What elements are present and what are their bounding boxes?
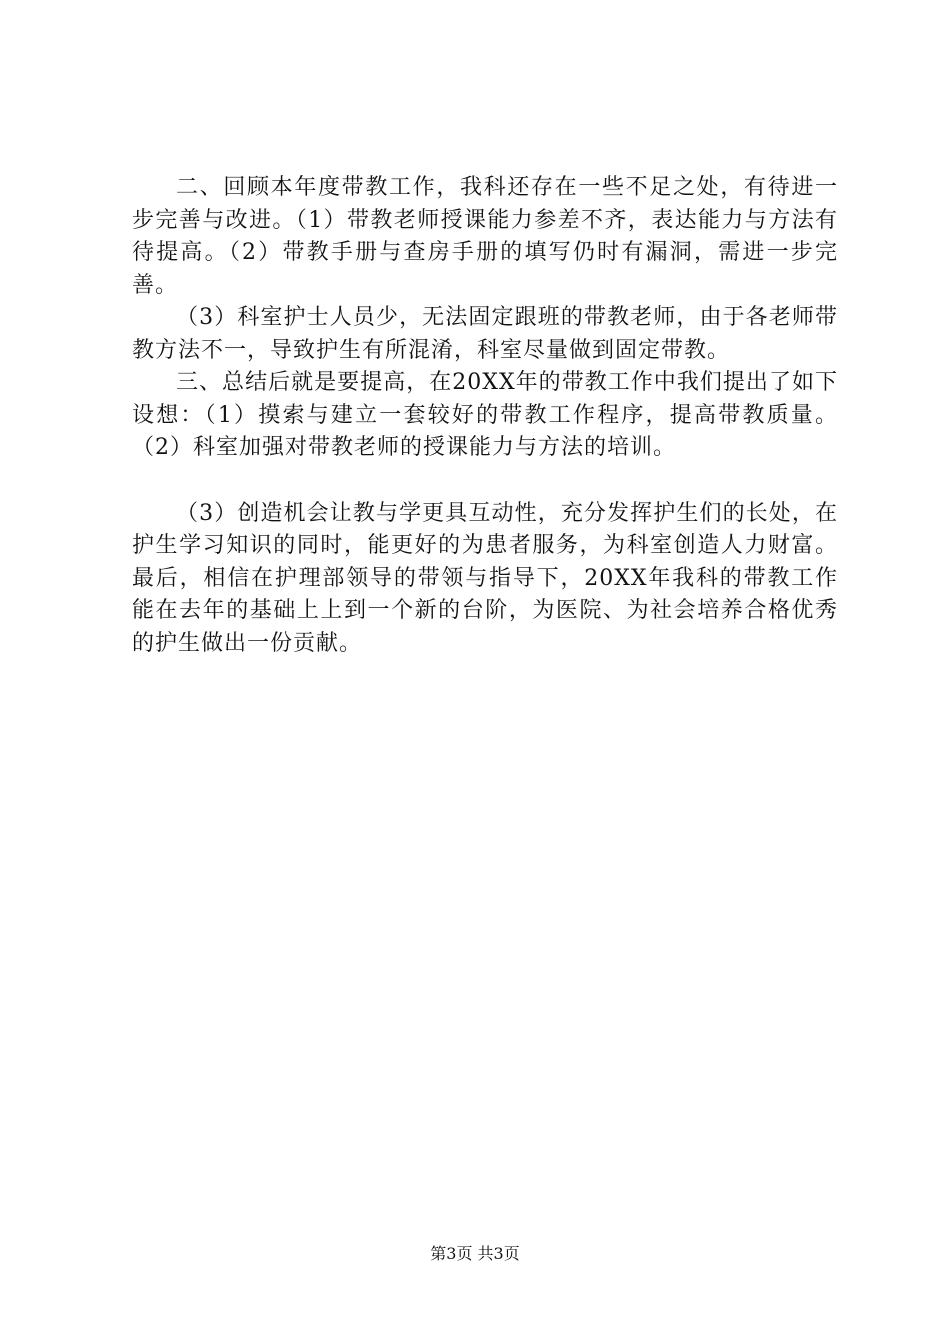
paragraph-interaction-conclusion: （3）创造机会让教与学更具互动性，充分发挥护生们的长处，在护生学习知识的同时，能更好的为患者服务，为科室创造人力财富。最后，相信在护理部领导的带领与指导下，20XX年我科的带教工作能在去年的基础上上到一个新的台阶，为医院、为社会培养合格优秀的护生做出一份贡献。 — [132, 500, 838, 656]
paragraph-review-shortcomings: 二、回顾本年度带教工作，我科还存在一些不足之处，有待进一步完善与改进。（1）带教老师授课能力参差不齐，表达能力与方法有待提高。（2）带教手册与查房手册的填写仍时有漏洞，需进一步完善。 — [132, 175, 838, 298]
paragraph-improvement-plan: 三、总结后就是要提高，在20XX年的带教工作中我们提出了如下设想：（1）摸索与建立一套较好的带教工作程序，提高带教质量。（2）科室加强对带教老师的授课能力与方法的培训。 — [132, 370, 838, 460]
page-number-footer: 第3页 共3页 — [430, 1244, 520, 1263]
document-body — [132, 172, 838, 660]
paragraph-staff-shortage: （3）科室护士人员少，无法固定跟班的带教老师，由于各老师带教方法不一，导致护生有所混淆，科室尽量做到固定带教。 — [132, 305, 838, 363]
